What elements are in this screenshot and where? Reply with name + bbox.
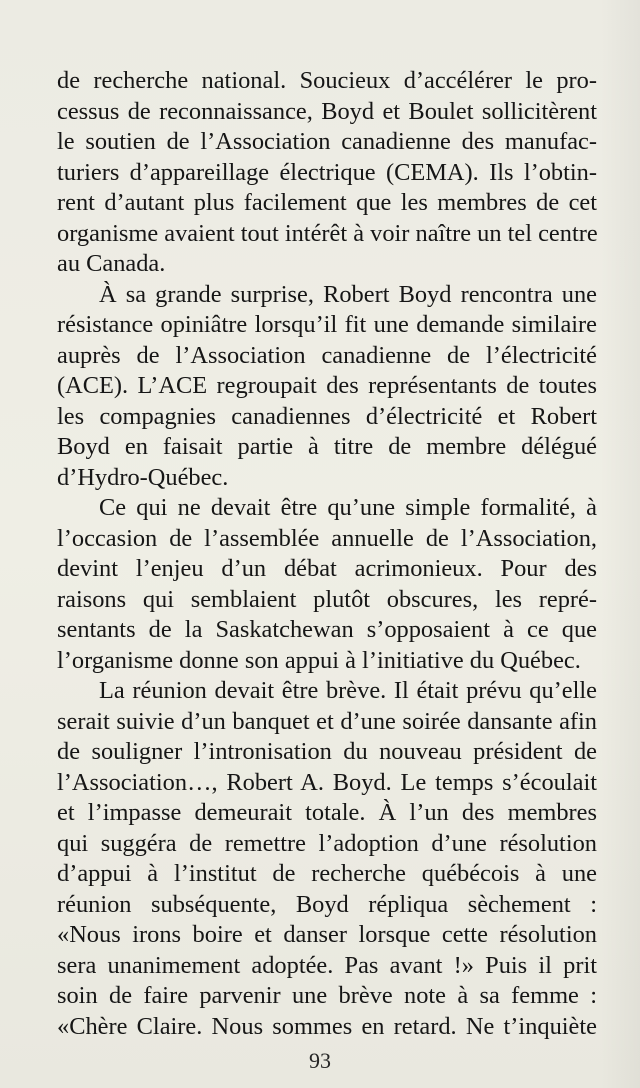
text-line: turiers d’appareillage électrique (CEMA). Ils l’obtin-	[57, 158, 597, 186]
page-number: 93	[309, 1048, 331, 1073]
text-line: rent d’autant plus facilement que les membres de cet	[57, 189, 597, 216]
text-line: qui suggéra de remettre l’adoption d’une résolution	[57, 829, 597, 857]
text-line: d’appui à l’institut de recherche québécois à une	[57, 860, 597, 887]
text-line: d’Hydro-Québec.	[57, 463, 229, 491]
text-line: de souligner l’intronisation du nouveau président de	[57, 738, 597, 765]
text-line: l’Association…, Robert A. Boyd. Le temps s’écoulait	[57, 768, 597, 796]
text-line: (ACE). L’ACE regroupait des représentants de toutes	[57, 372, 597, 399]
text-line: devint l’enjeu d’un débat acrimonieux. Pour des	[57, 555, 597, 582]
text-line: raisons qui semblaient plutôt obscures, les repré-	[57, 585, 597, 613]
text-line: auprès de l’Association canadienne de l’électricité	[57, 341, 597, 369]
text-line: l’organisme donne son appui à l’initiative du Québec.	[57, 646, 581, 674]
text-line: À sa grande surprise, Robert Boyd rencontra une	[99, 280, 597, 308]
text-line: résistance opiniâtre lorsqu’il fit une demande similaire	[57, 311, 597, 338]
text-line: au Canada.	[57, 250, 166, 277]
text-line: réunion subséquente, Boyd répliqua sèchement :	[57, 890, 597, 918]
text-line: de recherche national. Soucieux d’accélérer le pro-	[57, 67, 597, 94]
text-line: les compagnies canadiennes d’électricité et Robert	[57, 402, 597, 430]
text-line: La réunion devait être brève. Il était prévu qu’elle	[99, 677, 597, 704]
text-line: soin de faire parvenir une brève note à sa femme :	[57, 982, 597, 1009]
text-line: Boyd en faisait partie à titre de membre délégué	[57, 433, 597, 460]
text-line: Ce qui ne devait être qu’une simple formalité, à	[99, 494, 597, 521]
text-line: organisme avaient tout intérêt à voir naître un tel centre	[57, 219, 598, 247]
text-line: et l’impasse demeurait totale. À l’un des membres	[57, 799, 597, 826]
text-line: cessus de reconnaissance, Boyd et Boulet sollicitèrent	[57, 97, 597, 125]
text-line: l’occasion de l’assemblée annuelle de l’Association,	[57, 524, 597, 552]
text-line: serait suivie d’un banquet et d’une soirée dansante afin	[57, 707, 597, 735]
text-line: le soutien de l’Association canadienne des manufac-	[57, 128, 597, 155]
text-line: «Chère Claire. Nous sommes en retard. Ne t’inquiète	[57, 1012, 597, 1040]
text-line: «Nous irons boire et danser lorsque cette résolution	[57, 921, 597, 948]
body-text	[57, 66, 597, 1042]
text-line: sentants de la Saskatchewan s’opposaient à ce que	[57, 616, 597, 643]
text-line: sera unanimement adoptée. Pas avant !» Puis il prit	[57, 951, 597, 979]
